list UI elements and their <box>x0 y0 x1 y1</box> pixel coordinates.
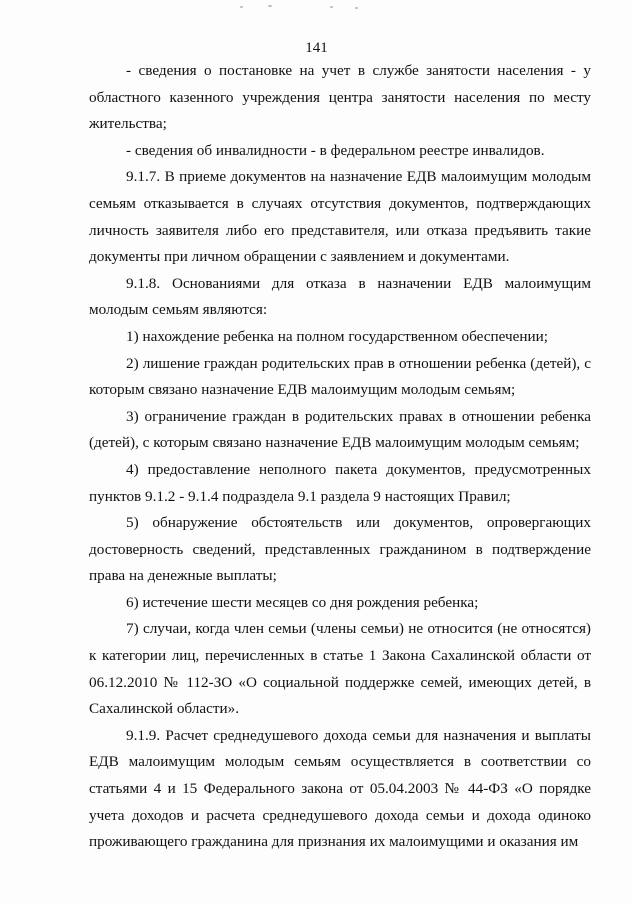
paragraph: 4) предоставление неполного пакета документов, предусмотренных пунктов 9.1.2 - 9.1.4 подраздела 9.1 раздела 9 настоящих Правил; <box>89 460 591 505</box>
page-number: 141 <box>305 40 328 56</box>
paragraph: 9.1.9. Расчет среднедушевого дохода семьи для назначения и выплаты ЕДВ малоимущим молодым семьям осуществляется в соответствии со статьями 4 и 15 Федерального закона от 05.04.2003 № 44-ФЗ «О порядке учета доходов и расчета среднедушевого дохода семьи и дохода одиноко проживающего гражданина для признания их малоимущими и оказания им <box>89 726 591 851</box>
scan-speck <box>240 6 243 8</box>
paragraph: - сведения об инвалидности - в федеральном реестре инвалидов. <box>126 141 545 159</box>
paragraph: 7) случаи, когда член семьи (члены семьи) не относится (не относятся) к категории лиц, перечисленных в статье 1 Закона Сахалинской области от 06.12.2010 № 112-ЗО «О социальной поддержке семей, имеющих детей, в Сахалинской области». <box>89 620 591 718</box>
paragraph: - сведения о постановке на учет в службе занятости населения - у областного казенного учреждения центра занятости населения по месту жительства; <box>89 62 591 133</box>
scan-speck <box>330 6 333 8</box>
paragraph: 6) истечение шести месяцев со дня рождения ребенка; <box>126 593 479 611</box>
paragraph: 2) лишение граждан родительских прав в отношении ребенка (детей), с которым связано назначение ЕДВ малоимущим молодым семьям; <box>89 354 591 399</box>
scan-speck <box>268 5 272 7</box>
paragraph: 9.1.8. Основаниями для отказа в назначении ЕДВ малоимущим молодым семьям являются: <box>89 274 591 319</box>
paragraph: 1) нахождение ребенка на полном государственном обеспечении; <box>126 327 549 345</box>
paragraph: 5) обнаружение обстоятельств или документов, опровергающих достоверность сведений, представленных гражданином в подтверждение права на денежные выплаты; <box>89 514 591 585</box>
scan-speck <box>355 7 358 9</box>
document-body <box>89 58 591 856</box>
paragraph: 3) ограничение граждан в родительских правах в отношении ребенка (детей), с которым связано назначение ЕДВ малоимущим молодым семьям; <box>89 407 591 452</box>
paragraph: 9.1.7. В приеме документов на назначение ЕДВ малоимущим молодым семьям отказывается в случаях отсутствия документов, подтверждающих личность заявителя либо его представителя, или отказа предъявить такие документы при личном обращении с заявлением и документами. <box>89 168 591 266</box>
